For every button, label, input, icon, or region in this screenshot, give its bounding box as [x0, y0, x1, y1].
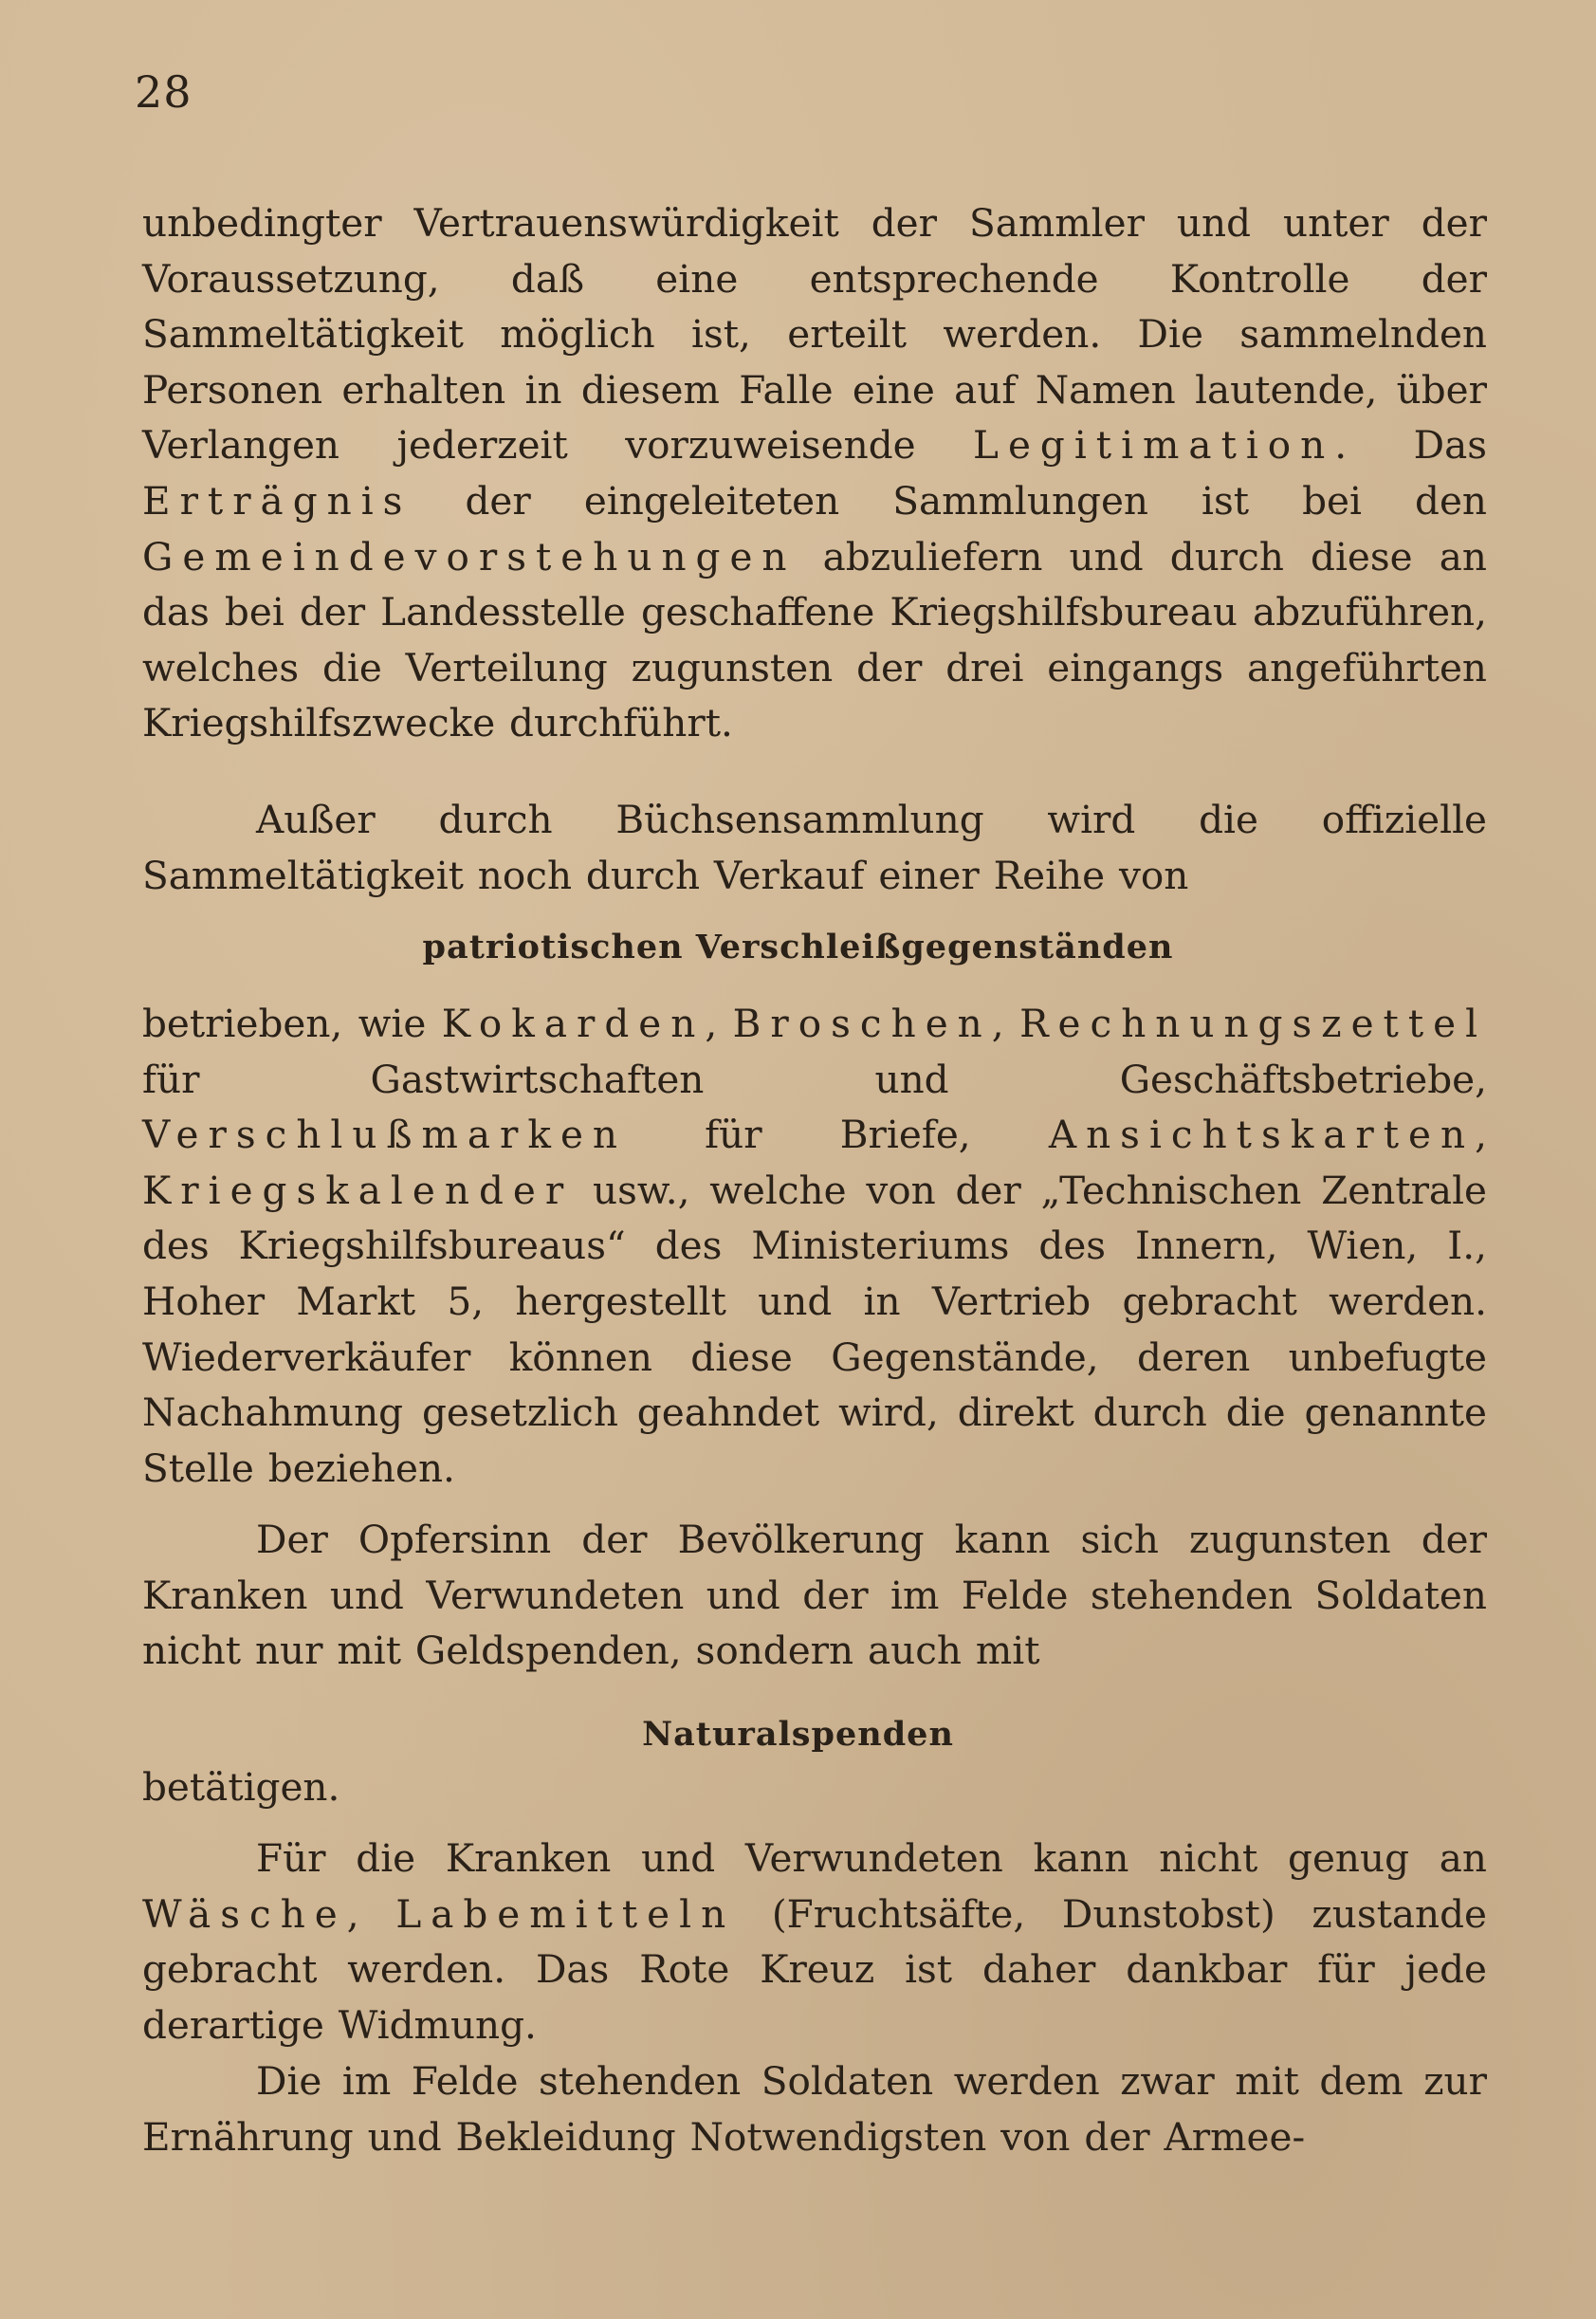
- page-number: 28: [135, 66, 193, 118]
- text-run: unbedingter Vertrauenswürdigkeit der Sammler und unter der Voraussetzung, daß eine entsprechende Kontrolle der Sammeltätigkeit möglich ist, erteilt werden. Die sammelnden Personen erhalten in diesem Falle eine auf Namen lautende, über Verlangen jederzeit vorzuweisende: [142, 200, 1487, 469]
- section-heading-natural-donations: Naturalspenden: [642, 1715, 954, 1754]
- emphasized-term: Gemeindevorstehungen: [142, 533, 797, 580]
- emphasized-term: Wäsche: [142, 1890, 347, 1937]
- emphasized-term: Kriegskalender: [142, 1167, 574, 1213]
- text-run: für Gastwirtschaften und Geschäftsbetriebe,: [142, 1056, 1487, 1102]
- text-run: (Fruchtsäfte, Dunstobst) zustande gebracht werden. Das Rote Kreuz ist daher dankbar für jede derartige Widmung.: [142, 1890, 1488, 2048]
- paragraph-items-list: [142, 996, 1487, 1496]
- text-run: für Briefe,: [627, 1112, 1049, 1158]
- paragraph-collection-permit: [142, 195, 1487, 751]
- paragraph-official-collection: Außer durch Büchsensammlung wird die offizielle Sammeltätigkeit noch durch Verkauf einer Reihe von: [142, 797, 1487, 898]
- paragraph-sacrifice: Der Opfersinn der Bevölkerung kann sich zugunsten der Kranken und Verwundeten und der im Felde stehenden Soldaten nicht nur mit Geldspenden, sondern auch mit: [142, 1517, 1487, 1674]
- section-heading-patriotic-items: patriotischen Verschleißgegenständen: [422, 928, 1174, 966]
- text-run: ,: [991, 1001, 1020, 1046]
- text-run: der eingeleiteten Sammlungen ist bei den: [412, 477, 1487, 524]
- emphasized-term: Legitimation.: [973, 422, 1357, 469]
- text-run: abzuliefern und durch diese an das bei der Landesstelle geschaffene Kriegshilfsbureau abzuführen, welches die Verteilung zugunsten der drei eingangs angeführten Kriegshilfszwecke durchführt.: [142, 533, 1487, 746]
- paragraph-betaetigen: betätigen.: [142, 1764, 340, 1810]
- text-run: ,: [346, 1890, 396, 1937]
- text-run: betrieben, wie: [142, 1001, 442, 1046]
- text-run: Das: [1356, 422, 1487, 469]
- emphasized-term: Kokarden: [441, 1001, 706, 1046]
- paragraph-soldiers: Die im Felde stehenden Soldaten werden zwar mit dem zur Ernährung und Bekleidung Notwendigsten von der Armee-: [142, 2058, 1487, 2160]
- text-run: Für die Kranken und Verwundeten kann nicht genug an: [256, 1835, 1487, 1881]
- text-run: ,: [1475, 1112, 1487, 1158]
- text-run: ,: [705, 1001, 733, 1046]
- paragraph-sick-wounded: [142, 1831, 1487, 2052]
- emphasized-term: Ansichtskarten: [1048, 1112, 1476, 1158]
- emphasized-term: Erträgnis: [142, 477, 413, 524]
- text-run: usw., welche von der „Technischen Zentrale des Kriegshilfsbureaus“ des Ministeriums des Innern, Wien, I., Hoher Markt 5, hergestellt und in Vertrieb gebracht werden. Wiederverkäufer können diese Gegenstände, deren unbefugte Nachahmung gesetzlich geahndet wird, direkt durch die genannte Stelle beziehen.: [142, 1167, 1487, 1491]
- emphasized-term: Rechnungszettel: [1019, 1001, 1488, 1046]
- emphasized-term: Verschlußmarken: [142, 1112, 627, 1158]
- emphasized-term: Labemitteln: [395, 1890, 736, 1937]
- emphasized-term: Broschen: [732, 1001, 992, 1046]
